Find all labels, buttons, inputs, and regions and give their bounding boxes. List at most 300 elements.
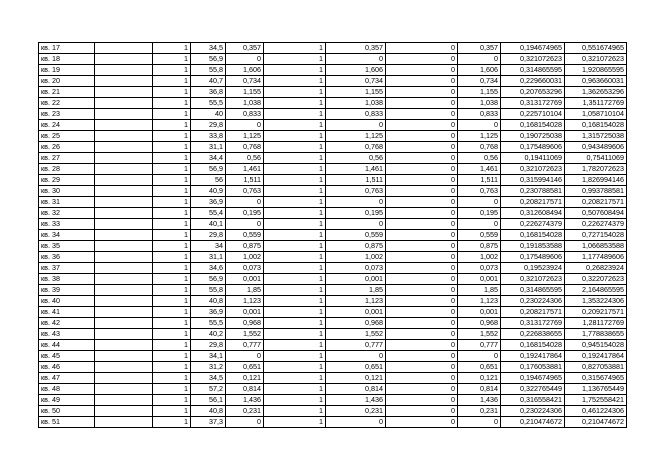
- table-cell[interactable]: 0: [326, 351, 386, 362]
- table-cell[interactable]: 0,814: [326, 384, 386, 395]
- table-cell[interactable]: 55,8: [191, 285, 226, 296]
- table-cell[interactable]: [95, 263, 153, 274]
- table-cell[interactable]: 0,312608494: [501, 208, 565, 219]
- table-cell[interactable]: 0: [386, 175, 458, 186]
- table-cell[interactable]: 29,8: [191, 120, 226, 131]
- table-cell[interactable]: 0,194674965: [501, 43, 565, 54]
- table-cell[interactable]: 36,9: [191, 307, 226, 318]
- table-cell[interactable]: 0,168154028: [501, 340, 565, 351]
- row-label-cell[interactable]: кв. 50: [39, 406, 95, 417]
- table-cell[interactable]: 40,2: [191, 329, 226, 340]
- row-label-cell[interactable]: кв. 19: [39, 65, 95, 76]
- table-cell[interactable]: 0,226274379: [565, 219, 627, 230]
- table-cell[interactable]: 1,155: [326, 87, 386, 98]
- table-cell[interactable]: [95, 362, 153, 373]
- table-cell[interactable]: [95, 43, 153, 54]
- table-cell[interactable]: 0: [386, 43, 458, 54]
- table-cell[interactable]: 0,357: [226, 43, 264, 54]
- table-cell[interactable]: [95, 98, 153, 109]
- table-cell[interactable]: 2,164865595: [565, 285, 627, 296]
- table-cell[interactable]: 0,875: [226, 241, 264, 252]
- table-cell[interactable]: 0,001: [326, 274, 386, 285]
- table-cell[interactable]: 1: [264, 329, 326, 340]
- table-cell[interactable]: [95, 230, 153, 241]
- table-cell[interactable]: 1,511: [326, 175, 386, 186]
- table-cell[interactable]: 0,210474672: [501, 417, 565, 428]
- table-cell[interactable]: 1: [153, 43, 191, 54]
- row-label-cell[interactable]: кв. 39: [39, 285, 95, 296]
- table-cell[interactable]: 0,651: [226, 362, 264, 373]
- table-cell[interactable]: 1,461: [458, 164, 501, 175]
- table-cell[interactable]: 1,552: [226, 329, 264, 340]
- table-cell[interactable]: 1,058710104: [565, 109, 627, 120]
- table-cell[interactable]: 0,768: [326, 142, 386, 153]
- table-cell[interactable]: 1: [153, 406, 191, 417]
- table-cell[interactable]: [95, 54, 153, 65]
- table-cell[interactable]: 1,436: [226, 395, 264, 406]
- table-cell[interactable]: 0,321072623: [501, 164, 565, 175]
- table-cell[interactable]: 1,351172769: [565, 98, 627, 109]
- table-cell[interactable]: 0,230224306: [501, 406, 565, 417]
- table-cell[interactable]: 1,85: [226, 285, 264, 296]
- table-cell[interactable]: 1,606: [226, 65, 264, 76]
- table-cell[interactable]: 1: [153, 329, 191, 340]
- table-cell[interactable]: 0: [386, 329, 458, 340]
- table-cell[interactable]: 0,321072623: [565, 54, 627, 65]
- table-cell[interactable]: 0,734: [458, 76, 501, 87]
- table-cell[interactable]: 1,125: [226, 131, 264, 142]
- table-cell[interactable]: 0,001: [458, 307, 501, 318]
- table-cell[interactable]: 1: [264, 373, 326, 384]
- table-cell[interactable]: 1,125: [458, 131, 501, 142]
- table-cell[interactable]: 0,993788581: [565, 186, 627, 197]
- table-cell[interactable]: 0,734: [226, 76, 264, 87]
- row-label-cell[interactable]: кв. 26: [39, 142, 95, 153]
- table-cell[interactable]: 0,833: [326, 109, 386, 120]
- table-cell[interactable]: 1: [153, 120, 191, 131]
- table-cell[interactable]: 34,5: [191, 373, 226, 384]
- table-cell[interactable]: 1,315725038: [565, 131, 627, 142]
- table-cell[interactable]: 0: [386, 252, 458, 263]
- table-cell[interactable]: 0: [386, 296, 458, 307]
- table-cell[interactable]: 0,192417864: [565, 351, 627, 362]
- table-cell[interactable]: 1: [153, 296, 191, 307]
- table-cell[interactable]: [95, 417, 153, 428]
- row-label-cell[interactable]: кв. 45: [39, 351, 95, 362]
- table-cell[interactable]: 0: [458, 54, 501, 65]
- row-label-cell[interactable]: кв. 23: [39, 109, 95, 120]
- row-label-cell[interactable]: кв. 48: [39, 384, 95, 395]
- row-label-cell[interactable]: кв. 51: [39, 417, 95, 428]
- table-cell[interactable]: 55,8: [191, 65, 226, 76]
- table-cell[interactable]: 1: [153, 307, 191, 318]
- table-cell[interactable]: 0,963660031: [565, 76, 627, 87]
- table-cell[interactable]: 0,507608494: [565, 208, 627, 219]
- row-label-cell[interactable]: кв. 43: [39, 329, 95, 340]
- row-label-cell[interactable]: кв. 41: [39, 307, 95, 318]
- table-cell[interactable]: 0,208217571: [565, 197, 627, 208]
- table-cell[interactable]: 0,777: [326, 340, 386, 351]
- table-cell[interactable]: 0,768: [458, 142, 501, 153]
- row-label-cell[interactable]: кв. 46: [39, 362, 95, 373]
- table-cell[interactable]: [95, 351, 153, 362]
- table-cell[interactable]: 1: [264, 164, 326, 175]
- table-cell[interactable]: 1,002: [458, 252, 501, 263]
- table-cell[interactable]: 1,606: [326, 65, 386, 76]
- table-cell[interactable]: 1,461: [226, 164, 264, 175]
- row-label-cell[interactable]: кв. 31: [39, 197, 95, 208]
- table-cell[interactable]: 0: [386, 351, 458, 362]
- table-cell[interactable]: 0,56: [226, 153, 264, 164]
- table-cell[interactable]: 1: [153, 87, 191, 98]
- table-cell[interactable]: 1: [153, 340, 191, 351]
- table-cell[interactable]: 0,551674965: [565, 43, 627, 54]
- table-cell[interactable]: 1: [153, 219, 191, 230]
- table-cell[interactable]: 0,734: [326, 76, 386, 87]
- table-cell[interactable]: 0,75411069: [565, 153, 627, 164]
- table-cell[interactable]: 1: [153, 54, 191, 65]
- table-cell[interactable]: 1,362653296: [565, 87, 627, 98]
- table-cell[interactable]: 0: [386, 76, 458, 87]
- table-cell[interactable]: [95, 142, 153, 153]
- table-cell[interactable]: 0: [326, 54, 386, 65]
- table-cell[interactable]: 0: [386, 307, 458, 318]
- row-label-cell[interactable]: кв. 35: [39, 241, 95, 252]
- table-cell[interactable]: 1: [153, 373, 191, 384]
- table-cell[interactable]: 0,191853588: [501, 241, 565, 252]
- table-cell[interactable]: 0,19523924: [501, 263, 565, 274]
- table-cell[interactable]: 1: [153, 208, 191, 219]
- table-cell[interactable]: 0,814: [226, 384, 264, 395]
- table-cell[interactable]: 1: [153, 395, 191, 406]
- table-cell[interactable]: [95, 197, 153, 208]
- table-cell[interactable]: [95, 406, 153, 417]
- table-cell[interactable]: 0,195: [326, 208, 386, 219]
- table-cell[interactable]: [95, 153, 153, 164]
- table-cell[interactable]: 0,175489606: [501, 142, 565, 153]
- table-cell[interactable]: 1: [264, 263, 326, 274]
- table-cell[interactable]: 1,511: [226, 175, 264, 186]
- table-cell[interactable]: 0: [386, 98, 458, 109]
- table-cell[interactable]: 1,281172769: [565, 318, 627, 329]
- table-cell[interactable]: 1: [264, 54, 326, 65]
- table-cell[interactable]: 0,168154028: [501, 120, 565, 131]
- table-cell[interactable]: 56,9: [191, 274, 226, 285]
- table-cell[interactable]: 0: [226, 54, 264, 65]
- table-cell[interactable]: [95, 164, 153, 175]
- table-cell[interactable]: 0,814: [458, 384, 501, 395]
- table-cell[interactable]: 1,002: [326, 252, 386, 263]
- row-label-cell[interactable]: кв. 28: [39, 164, 95, 175]
- table-cell[interactable]: 1: [264, 197, 326, 208]
- table-cell[interactable]: 1,066853588: [565, 241, 627, 252]
- table-cell[interactable]: 1,136765449: [565, 384, 627, 395]
- table-cell[interactable]: 1,002: [226, 252, 264, 263]
- table-cell[interactable]: 0,945154028: [565, 340, 627, 351]
- table-cell[interactable]: 0,229660031: [501, 76, 565, 87]
- table-cell[interactable]: 1: [264, 43, 326, 54]
- table-cell[interactable]: 56,9: [191, 164, 226, 175]
- table-cell[interactable]: 1: [153, 362, 191, 373]
- table-cell[interactable]: 0,777: [226, 340, 264, 351]
- table-cell[interactable]: [95, 120, 153, 131]
- table-cell[interactable]: 1: [153, 263, 191, 274]
- table-cell[interactable]: 1: [153, 252, 191, 263]
- table-cell[interactable]: 1,123: [226, 296, 264, 307]
- table-cell[interactable]: [95, 76, 153, 87]
- table-cell[interactable]: 0: [386, 417, 458, 428]
- table-cell[interactable]: [95, 318, 153, 329]
- table-cell[interactable]: 1: [153, 274, 191, 285]
- table-cell[interactable]: [95, 186, 153, 197]
- table-cell[interactable]: 0,121: [326, 373, 386, 384]
- table-cell[interactable]: 0,195: [226, 208, 264, 219]
- table-cell[interactable]: 0: [458, 120, 501, 131]
- table-cell[interactable]: 0,168154028: [501, 230, 565, 241]
- table-cell[interactable]: 0,195: [458, 208, 501, 219]
- table-cell[interactable]: 0: [386, 131, 458, 142]
- table-cell[interactable]: 1: [153, 131, 191, 142]
- table-cell[interactable]: 1: [264, 384, 326, 395]
- table-cell[interactable]: 0,073: [458, 263, 501, 274]
- table-cell[interactable]: [95, 307, 153, 318]
- row-label-cell[interactable]: кв. 22: [39, 98, 95, 109]
- table-cell[interactable]: 1: [264, 241, 326, 252]
- table-cell[interactable]: 56: [191, 175, 226, 186]
- table-cell[interactable]: 0,768: [226, 142, 264, 153]
- table-cell[interactable]: 0: [386, 384, 458, 395]
- table-cell[interactable]: 0,777: [458, 340, 501, 351]
- row-label-cell[interactable]: кв. 18: [39, 54, 95, 65]
- table-cell[interactable]: 0: [386, 197, 458, 208]
- table-cell[interactable]: 0,313172769: [501, 98, 565, 109]
- table-cell[interactable]: 1: [264, 340, 326, 351]
- table-cell[interactable]: 33,8: [191, 131, 226, 142]
- table-cell[interactable]: 1: [153, 175, 191, 186]
- table-cell[interactable]: 0: [386, 373, 458, 384]
- table-cell[interactable]: 0,321072623: [501, 274, 565, 285]
- table-cell[interactable]: 1,038: [226, 98, 264, 109]
- table-cell[interactable]: 0,875: [326, 241, 386, 252]
- table-cell[interactable]: 0,322072623: [565, 274, 627, 285]
- table-cell[interactable]: 0: [458, 351, 501, 362]
- table-cell[interactable]: 1,511: [458, 175, 501, 186]
- table-cell[interactable]: 0,763: [226, 186, 264, 197]
- table-cell[interactable]: 0,209217571: [565, 307, 627, 318]
- table-cell[interactable]: 1,038: [458, 98, 501, 109]
- table-cell[interactable]: [95, 208, 153, 219]
- table-cell[interactable]: 0: [386, 362, 458, 373]
- table-cell[interactable]: 0,763: [458, 186, 501, 197]
- table-cell[interactable]: 34,4: [191, 153, 226, 164]
- table-cell[interactable]: [95, 219, 153, 230]
- table-cell[interactable]: [95, 285, 153, 296]
- table-cell[interactable]: 1: [264, 307, 326, 318]
- table-cell[interactable]: [95, 274, 153, 285]
- table-cell[interactable]: 1: [264, 98, 326, 109]
- row-label-cell[interactable]: кв. 20: [39, 76, 95, 87]
- table-cell[interactable]: 55,5: [191, 98, 226, 109]
- table-cell[interactable]: 0: [386, 164, 458, 175]
- table-cell[interactable]: 0,231: [226, 406, 264, 417]
- table-cell[interactable]: 0,833: [458, 109, 501, 120]
- table-cell[interactable]: 1,85: [458, 285, 501, 296]
- table-cell[interactable]: [95, 329, 153, 340]
- table-cell[interactable]: [95, 340, 153, 351]
- table-cell[interactable]: 1: [264, 417, 326, 428]
- table-cell[interactable]: 1,552: [326, 329, 386, 340]
- table-cell[interactable]: 1: [264, 65, 326, 76]
- table-cell[interactable]: 56,1: [191, 395, 226, 406]
- table-cell[interactable]: 1: [264, 230, 326, 241]
- table-cell[interactable]: 0,226274379: [501, 219, 565, 230]
- table-cell[interactable]: 0: [226, 120, 264, 131]
- table-cell[interactable]: 0,225710104: [501, 109, 565, 120]
- table-cell[interactable]: 1: [264, 274, 326, 285]
- table-cell[interactable]: 36,8: [191, 87, 226, 98]
- table-cell[interactable]: 0,192417864: [501, 351, 565, 362]
- table-cell[interactable]: 0,176053881: [501, 362, 565, 373]
- table-cell[interactable]: [95, 87, 153, 98]
- table-cell[interactable]: 1,85: [326, 285, 386, 296]
- table-cell[interactable]: 1,436: [458, 395, 501, 406]
- table-cell[interactable]: 40,8: [191, 406, 226, 417]
- table-cell[interactable]: 0,231: [458, 406, 501, 417]
- table-cell[interactable]: 1: [153, 197, 191, 208]
- table-cell[interactable]: 0,763: [326, 186, 386, 197]
- table-cell[interactable]: 36,9: [191, 197, 226, 208]
- table-cell[interactable]: 1: [264, 109, 326, 120]
- table-cell[interactable]: 0,314865595: [501, 285, 565, 296]
- table-cell[interactable]: 55,5: [191, 318, 226, 329]
- table-cell[interactable]: 1: [153, 164, 191, 175]
- table-cell[interactable]: [95, 252, 153, 263]
- table-cell[interactable]: 0,357: [458, 43, 501, 54]
- table-cell[interactable]: 0,121: [226, 373, 264, 384]
- table-cell[interactable]: 1: [153, 109, 191, 120]
- table-cell[interactable]: 1: [264, 175, 326, 186]
- table-cell[interactable]: 1: [264, 395, 326, 406]
- table-cell[interactable]: 0: [386, 395, 458, 406]
- table-cell[interactable]: 40,9: [191, 186, 226, 197]
- table-cell[interactable]: 0: [458, 197, 501, 208]
- table-cell[interactable]: 0: [386, 65, 458, 76]
- table-cell[interactable]: 1,752558421: [565, 395, 627, 406]
- table-cell[interactable]: 0: [386, 54, 458, 65]
- row-label-cell[interactable]: кв. 27: [39, 153, 95, 164]
- table-cell[interactable]: 0: [386, 87, 458, 98]
- table-cell[interactable]: 0,230788581: [501, 186, 565, 197]
- table-cell[interactable]: 0: [458, 417, 501, 428]
- table-cell[interactable]: 1: [153, 142, 191, 153]
- table-cell[interactable]: 1,353224306: [565, 296, 627, 307]
- table-cell[interactable]: 1: [264, 186, 326, 197]
- table-cell[interactable]: 40,7: [191, 76, 226, 87]
- table-cell[interactable]: 0: [326, 417, 386, 428]
- table-cell[interactable]: 0: [458, 219, 501, 230]
- table-cell[interactable]: 1,778838655: [565, 329, 627, 340]
- table-cell[interactable]: 1: [153, 351, 191, 362]
- table-cell[interactable]: 1: [264, 142, 326, 153]
- table-cell[interactable]: 0: [386, 186, 458, 197]
- table-cell[interactable]: 0,559: [458, 230, 501, 241]
- table-cell[interactable]: 0,727154028: [565, 230, 627, 241]
- table-cell[interactable]: 0,001: [326, 307, 386, 318]
- table-cell[interactable]: 0,19411069: [501, 153, 565, 164]
- table-cell[interactable]: 1,920865595: [565, 65, 627, 76]
- table-cell[interactable]: 40,1: [191, 219, 226, 230]
- table-cell[interactable]: 0: [386, 230, 458, 241]
- table-cell[interactable]: 0: [386, 263, 458, 274]
- table-cell[interactable]: 0,073: [326, 263, 386, 274]
- table-cell[interactable]: 0,357: [326, 43, 386, 54]
- table-cell[interactable]: 1: [153, 417, 191, 428]
- table-cell[interactable]: 1: [153, 65, 191, 76]
- table-cell[interactable]: 0: [386, 120, 458, 131]
- row-label-cell[interactable]: кв. 17: [39, 43, 95, 54]
- table-cell[interactable]: 31,1: [191, 252, 226, 263]
- table-cell[interactable]: 1: [264, 296, 326, 307]
- table-cell[interactable]: 40: [191, 109, 226, 120]
- table-cell[interactable]: 0,943489606: [565, 142, 627, 153]
- row-label-cell[interactable]: кв. 40: [39, 296, 95, 307]
- table-cell[interactable]: 0: [386, 142, 458, 153]
- row-label-cell[interactable]: кв. 49: [39, 395, 95, 406]
- table-cell[interactable]: 40,8: [191, 296, 226, 307]
- table-cell[interactable]: 0,194674965: [501, 373, 565, 384]
- table-cell[interactable]: 1,552: [458, 329, 501, 340]
- table-cell[interactable]: 0: [326, 219, 386, 230]
- table-cell[interactable]: 1,782072623: [565, 164, 627, 175]
- table-cell[interactable]: 0,210474672: [565, 417, 627, 428]
- table-cell[interactable]: 1: [153, 285, 191, 296]
- table-cell[interactable]: [95, 175, 153, 186]
- table-cell[interactable]: 34,5: [191, 43, 226, 54]
- table-cell[interactable]: 0,968: [226, 318, 264, 329]
- table-cell[interactable]: [95, 241, 153, 252]
- table-cell[interactable]: 0,208217571: [501, 307, 565, 318]
- table-cell[interactable]: 0,827053881: [565, 362, 627, 373]
- table-cell[interactable]: 0,001: [458, 274, 501, 285]
- table-cell[interactable]: 1: [264, 219, 326, 230]
- table-cell[interactable]: [95, 65, 153, 76]
- table-cell[interactable]: 0: [386, 285, 458, 296]
- table-cell[interactable]: 0: [326, 197, 386, 208]
- table-cell[interactable]: 0,56: [458, 153, 501, 164]
- table-cell[interactable]: 0,230224306: [501, 296, 565, 307]
- table-cell[interactable]: 0,968: [458, 318, 501, 329]
- table-cell[interactable]: 0,968: [326, 318, 386, 329]
- table-cell[interactable]: [95, 296, 153, 307]
- table-cell[interactable]: 1: [153, 98, 191, 109]
- table-cell[interactable]: 0,168154028: [565, 120, 627, 131]
- row-label-cell[interactable]: кв. 24: [39, 120, 95, 131]
- table-cell[interactable]: 0,559: [326, 230, 386, 241]
- row-label-cell[interactable]: кв. 33: [39, 219, 95, 230]
- table-cell[interactable]: 0: [386, 109, 458, 120]
- row-label-cell[interactable]: кв. 30: [39, 186, 95, 197]
- table-cell[interactable]: 1: [153, 241, 191, 252]
- table-cell[interactable]: 1,606: [458, 65, 501, 76]
- table-cell[interactable]: 1,155: [458, 87, 501, 98]
- table-cell[interactable]: 34,1: [191, 351, 226, 362]
- table-cell[interactable]: 0: [386, 274, 458, 285]
- table-cell[interactable]: 37,3: [191, 417, 226, 428]
- table-cell[interactable]: 29,8: [191, 340, 226, 351]
- table-cell[interactable]: 0: [386, 241, 458, 252]
- table-cell[interactable]: 0: [386, 406, 458, 417]
- table-cell[interactable]: 55,4: [191, 208, 226, 219]
